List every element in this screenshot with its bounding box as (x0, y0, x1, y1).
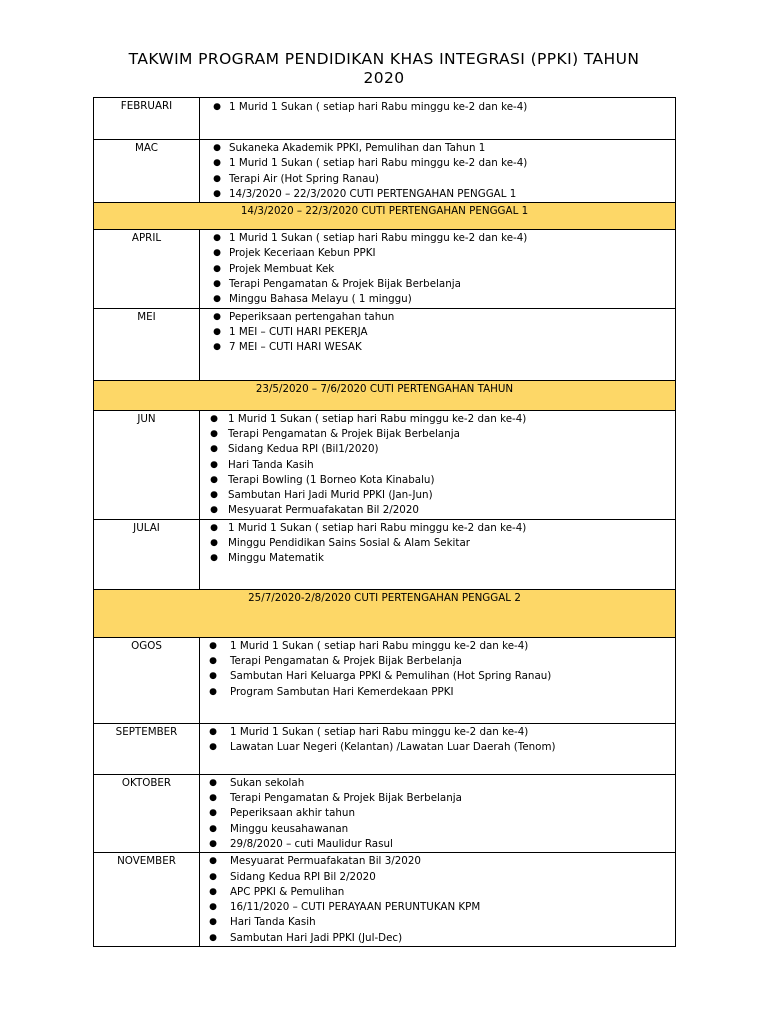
bullet-icon: ● (210, 538, 218, 549)
item-text: Sambutan Hari Keluarga PPKI & Pemulihan (Hot Spring Ranau) (230, 670, 552, 683)
bullet-list (206, 725, 675, 756)
list-item (206, 854, 675, 869)
items-cell (200, 140, 676, 203)
bullet-icon: ● (209, 871, 217, 882)
bullet-icon: ● (209, 823, 217, 834)
bullet-icon: ● (210, 474, 218, 485)
list-item (210, 100, 675, 115)
bullet-icon: ● (210, 553, 218, 564)
item-text: 1 Murid 1 Sukan ( setiap hari Rabu minggu ke-2 dan ke-4) (229, 232, 528, 245)
bullet-icon: ● (213, 294, 221, 305)
bullet-list (210, 100, 675, 115)
list-item (206, 725, 675, 740)
item-text: Program Sambutan Hari Kemerdekaan PPKI (230, 685, 454, 698)
month-cell: FEBRUARI (94, 98, 200, 140)
item-text: 1 Murid 1 Sukan ( setiap hari Rabu minggu ke-2 dan ke-4) (228, 521, 527, 534)
list-item (207, 412, 675, 427)
item-text: APC PPKI & Pemulihan (230, 885, 345, 898)
month-cell: JULAI (94, 519, 200, 589)
bullet-list (210, 231, 675, 307)
month-cell: SEPTEMBER (94, 723, 200, 774)
item-text: Terapi Pengamatan & Projek Bijak Berbelanja (228, 427, 460, 440)
list-item (210, 156, 675, 171)
document-title (0, 50, 768, 88)
list-item (207, 427, 675, 442)
row-september (94, 723, 676, 774)
bullet-icon: ● (210, 459, 218, 470)
items-cell (200, 308, 676, 380)
bullet-icon: ● (209, 742, 217, 753)
bullet-icon: ● (210, 428, 218, 439)
list-item (207, 503, 675, 518)
item-text: Lawatan Luar Negeri (Kelantan) /Lawatan Luar Daerah (Tenom) (230, 741, 556, 754)
item-text: 16/11/2020 – CUTI PERAYAAN PERUNTUKAN KPM (230, 901, 481, 914)
month-cell: OGOS (94, 637, 200, 723)
bullet-icon: ● (209, 917, 217, 928)
list-item (207, 473, 675, 488)
row-februari (94, 98, 676, 140)
bullet-icon: ● (210, 505, 218, 516)
item-text: Terapi Bowling (1 Borneo Kota Kinabalu) (228, 473, 435, 486)
items-cell (200, 98, 676, 140)
item-text: Minggu Pendidikan Sains Sosial & Alam Sekitar (228, 537, 471, 550)
item-text: 7 MEI – CUTI HARI WESAK (229, 341, 362, 354)
item-text: 14/3/2020 – 22/3/2020 CUTI PERTENGAHAN PENGGAL 1 (229, 187, 517, 200)
items-cell (200, 519, 676, 589)
bullet-icon: ● (210, 490, 218, 501)
list-item (206, 776, 675, 791)
list-item (207, 488, 675, 503)
bullet-icon: ● (213, 188, 221, 199)
list-item (210, 277, 675, 292)
bullet-icon: ● (213, 158, 221, 169)
item-text: Mesyuarat Permuafakatan Bil 2/2020 (228, 504, 419, 517)
bullet-icon: ● (209, 777, 217, 788)
list-item (206, 639, 675, 654)
items-cell (200, 637, 676, 723)
item-text: Terapi Air (Hot Spring Ranau) (229, 172, 379, 185)
list-item (206, 654, 675, 669)
row-mac (94, 140, 676, 203)
list-item (207, 521, 675, 536)
item-text: Peperiksaan pertengahan tahun (229, 310, 395, 323)
list-item (206, 685, 675, 700)
list-item (206, 740, 675, 755)
item-text: Sidang Kedua RPI Bil 2/2020 (230, 870, 376, 883)
bullet-icon: ● (209, 656, 217, 667)
list-item (210, 292, 675, 307)
bullet-icon: ● (213, 279, 221, 290)
list-item (206, 931, 675, 946)
bullet-icon: ● (213, 311, 221, 322)
bullet-icon: ● (213, 248, 221, 259)
row-holiday-3 (94, 589, 676, 637)
bullet-list (207, 412, 675, 519)
item-text: 1 Murid 1 Sukan ( setiap hari Rabu minggu ke-2 dan ke-4) (229, 101, 528, 113)
list-item (210, 187, 675, 202)
month-cell: OKTOBER (94, 774, 200, 852)
item-text: 1 Murid 1 Sukan ( setiap hari Rabu minggu ke-2 dan ke-4) (230, 639, 529, 652)
bullet-icon: ● (209, 686, 217, 697)
bullet-icon: ● (209, 726, 217, 737)
items-cell (200, 230, 676, 308)
item-text: Hari Tanda Kasih (230, 916, 316, 929)
title-line-2: 2020 (363, 69, 405, 87)
list-item (207, 458, 675, 473)
item-text: Hari Tanda Kasih (228, 458, 314, 471)
month-cell: NOVEMBER (94, 853, 200, 947)
bullet-icon: ● (209, 838, 217, 849)
bullet-icon: ● (213, 233, 221, 244)
row-holiday-1 (94, 203, 676, 230)
bullet-icon: ● (209, 808, 217, 819)
item-text: Sukaneka Akademik PPKI, Pemulihan dan Tahun 1 (229, 142, 486, 154)
bullet-list (206, 776, 675, 852)
bullet-icon: ● (209, 793, 217, 804)
holiday-banner: 25/7/2020-2/8/2020 CUTI PERTENGAHAN PENGGAL 2 (94, 589, 676, 637)
list-item (206, 915, 675, 930)
bullet-icon: ● (210, 522, 218, 533)
row-holiday-2 (94, 380, 676, 410)
bullet-icon: ● (213, 263, 221, 274)
list-item (207, 536, 675, 551)
item-text: 1 Murid 1 Sukan ( setiap hari Rabu minggu ke-2 dan ke-4) (230, 725, 529, 738)
row-jun (94, 410, 676, 519)
item-text: 1 Murid 1 Sukan ( setiap hari Rabu minggu ke-2 dan ke-4) (229, 157, 528, 170)
row-november (94, 853, 676, 947)
item-text: Terapi Pengamatan & Projek Bijak Berbelanja (229, 278, 461, 291)
month-cell: MEI (94, 308, 200, 380)
item-text: 1 Murid 1 Sukan ( setiap hari Rabu minggu ke-2 dan ke-4) (228, 412, 527, 425)
bullet-icon: ● (209, 886, 217, 897)
list-item (210, 172, 675, 187)
item-text: Minggu Matematik (228, 552, 324, 565)
item-text: Mesyuarat Permuafakatan Bil 3/2020 (230, 855, 421, 868)
bullet-icon: ● (210, 444, 218, 455)
list-item (210, 325, 675, 340)
item-text: Peperiksaan akhir tahun (230, 807, 355, 820)
bullet-icon: ● (213, 143, 221, 153)
bullet-icon: ● (210, 413, 218, 424)
item-text: Sambutan Hari Jadi Murid PPKI (Jan-Jun) (228, 489, 433, 502)
list-item (210, 310, 675, 325)
item-text: Projek Membuat Kek (229, 262, 335, 275)
month-cell: MAC (94, 140, 200, 203)
list-item (210, 340, 675, 355)
list-item (210, 141, 675, 156)
item-text: 29/8/2020 – cuti Maulidur Rasul (230, 837, 393, 850)
row-mei (94, 308, 676, 380)
list-item (206, 669, 675, 684)
calendar-table (93, 97, 676, 947)
list-item (207, 551, 675, 566)
list-item (206, 822, 675, 837)
item-text: Sukan sekolah (230, 776, 305, 789)
bullet-icon: ● (213, 102, 221, 112)
month-cell: APRIL (94, 230, 200, 308)
bullet-icon: ● (213, 173, 221, 184)
bullet-list (206, 854, 675, 946)
bullet-icon: ● (213, 326, 221, 337)
bullet-icon: ● (209, 856, 217, 867)
item-text: Minggu Bahasa Melayu ( 1 minggu) (229, 293, 412, 306)
item-text: Projek Keceriaan Kebun PPKI (229, 247, 376, 260)
bullet-list (207, 521, 675, 567)
list-item (210, 262, 675, 277)
items-cell (200, 410, 676, 519)
item-text: Sidang Kedua RPI (Bil1/2020) (228, 443, 379, 456)
row-julai (94, 519, 676, 589)
list-item (206, 900, 675, 915)
bullet-icon: ● (209, 671, 217, 682)
bullet-list (210, 141, 675, 202)
list-item (210, 231, 675, 246)
items-cell (200, 774, 676, 852)
title-line-1: TAKWIM PROGRAM PENDIDIKAN KHAS INTEGRASI (PPKI) TAHUN (128, 50, 640, 68)
item-text: Sambutan Hari Jadi PPKI (Jul-Dec) (230, 931, 403, 944)
item-text: Terapi Pengamatan & Projek Bijak Berbelanja (230, 792, 462, 805)
item-text: Minggu keusahawanan (230, 822, 349, 835)
bullet-list (206, 639, 675, 700)
item-text: 1 MEI – CUTI HARI PEKERJA (229, 325, 368, 338)
list-item (206, 837, 675, 852)
bullet-icon: ● (209, 932, 217, 943)
list-item (210, 246, 675, 261)
row-april (94, 230, 676, 308)
month-cell: JUN (94, 410, 200, 519)
items-cell (200, 853, 676, 947)
item-text: Terapi Pengamatan & Projek Bijak Berbelanja (230, 655, 462, 668)
holiday-banner: 14/3/2020 – 22/3/2020 CUTI PERTENGAHAN PENGGAL 1 (94, 203, 676, 230)
items-cell (200, 723, 676, 774)
bullet-icon: ● (209, 640, 217, 651)
bullet-icon: ● (209, 902, 217, 913)
row-oktober (94, 774, 676, 852)
list-item (206, 885, 675, 900)
list-item (207, 442, 675, 457)
row-ogos (94, 637, 676, 723)
bullet-list (210, 310, 675, 356)
bullet-icon: ● (213, 342, 221, 353)
holiday-banner: 23/5/2020 – 7/6/2020 CUTI PERTENGAHAN TAHUN (94, 380, 676, 410)
list-item (206, 870, 675, 885)
list-item (206, 806, 675, 821)
list-item (206, 791, 675, 806)
